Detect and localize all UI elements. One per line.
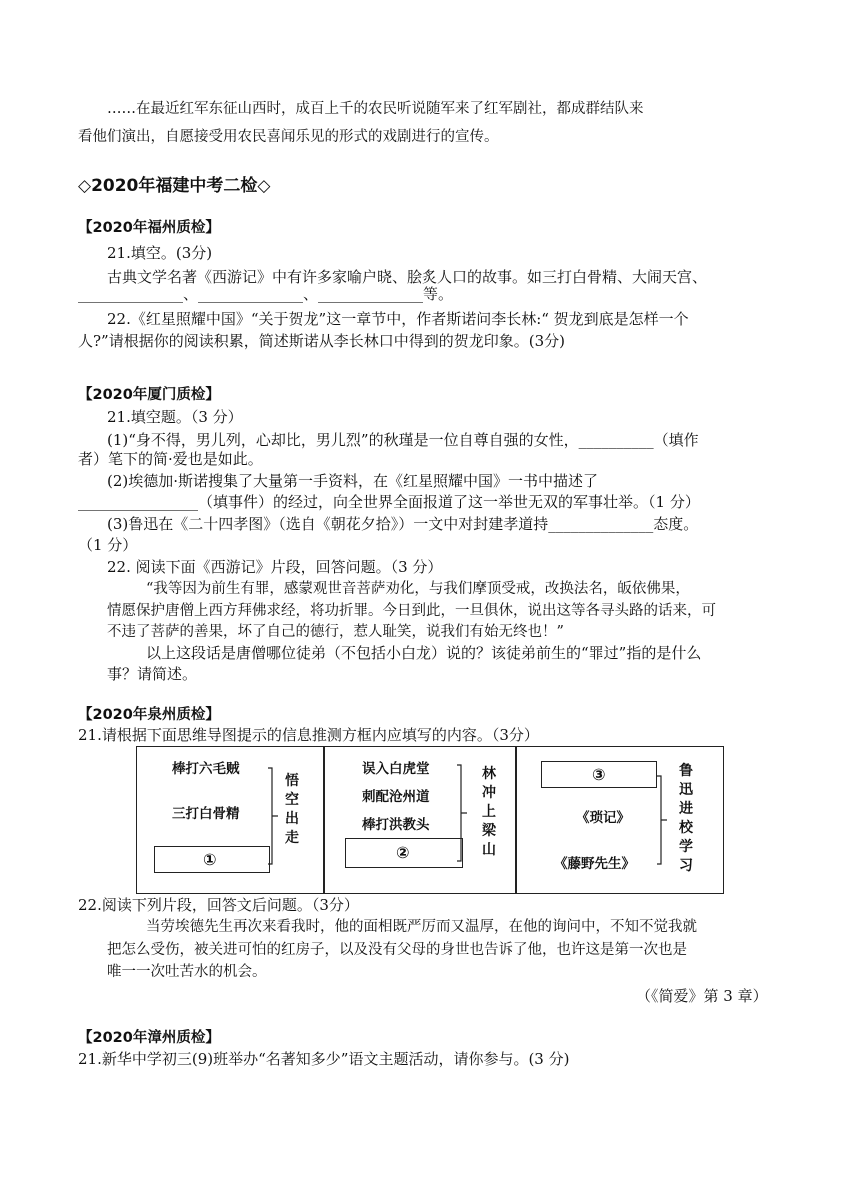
mind-map-item: 《藤野先生》 xyxy=(554,856,635,872)
xiamen-q22-ask-1: 以上这段话是唐僧哪位徒弟（不包括小白龙）说的？该徒弟前生的“罪过”指的是什么 xyxy=(146,644,702,662)
xiamen-q21-1-line-1: (1)“身不得，男儿列，心却比，男儿烈”的秋瑾是一位自尊自强的女性，__________（填作 xyxy=(107,431,699,449)
mind-map-item: 三打白骨精 xyxy=(172,806,240,822)
mind-map-item: 棒打洪教头 xyxy=(362,817,430,833)
xiamen-q22-quote-3: 不违了菩萨的善果，坏了自己的德行，惹人耻笑，说我们有始无终也！” xyxy=(107,624,564,640)
intro-line-1: ……在最近红军东征山西时，成百上千的农民听说随军来了红军剧社，都成群结队来 xyxy=(107,101,644,117)
mind-map-item: 《琐记》 xyxy=(576,810,630,826)
fuzhou-q21-head: 21.填空。(3分) xyxy=(107,244,213,262)
fuzhou-q21-text: 古典文学名著《西游记》中有许多家喻户晓、脍炙人口的故事。如三打白骨精、大闹天宫、 xyxy=(107,268,708,286)
fuzhou-q22-line-2: 人?”请根据你的阅读积累，简述斯诺从李长林口中得到的贺龙印象。(3分) xyxy=(78,332,565,350)
xiamen-q22-head: 22. 阅读下面《西游记》片段，回答问题。（3 分） xyxy=(107,558,443,576)
zhangzhou-title: 【2020年漳州质检】 xyxy=(78,1030,220,1046)
bracket-icon xyxy=(455,763,467,863)
mind-map-topic-3: 鲁迅进校学习 xyxy=(679,763,693,874)
blank-number-3: ③ xyxy=(592,765,606,784)
xiamen-q21-3-line-2: （1 分） xyxy=(78,536,138,554)
bracket-icon xyxy=(266,766,278,866)
quanzhou-q22-source: （《简爱》第 3 章） xyxy=(636,987,768,1005)
mind-map-topic-1: 悟空出走 xyxy=(285,773,299,846)
bracket-icon xyxy=(655,774,667,866)
mind-map-topic-2: 林冲上梁山 xyxy=(482,766,496,858)
quanzhou-q22-quote-3: 唯一一次吐苦水的机会。 xyxy=(107,964,267,980)
section-title: ◇2020年福建中考二检◇ xyxy=(78,176,271,196)
xiamen-q21-2-line-1: (2)埃德加·斯诺搜集了大量第一手资料，在《红星照耀中国》一书中描述了 xyxy=(107,472,599,490)
xiamen-q22-quote-1: “我等因为前生有罪，感蒙观世音菩萨劝化，与我们摩顶受戒，改换法名，皈依佛果， xyxy=(146,581,690,597)
xiamen-q21-3-line-1: (3)鲁迅在《二十四孝图》（选自《朝花夕拾》）一文中对封建孝道持______________态度。 xyxy=(107,515,699,533)
fuzhou-q22-line-1: 22.《红星照耀中国》“关于贺龙”这一章节中，作者斯诺问李长林:“ 贺龙到底是怎样一个 xyxy=(107,310,689,328)
zhangzhou-q21: 21.新华中学初三(9)班举办“名著知多少”语文主题活动，请你参与。(3 分) xyxy=(78,1050,570,1068)
quanzhou-q22-quote-2: 把怎么受伤，被关进可怕的红房子，以及没有父母的身世也告诉了他，也许这是第一次也是 xyxy=(107,942,687,958)
mind-map-item: 刺配沧州道 xyxy=(362,789,430,805)
fuzhou-q21-blanks: ______________、______________、______________等。 xyxy=(78,285,454,303)
xiamen-q22-quote-2: 情愿保护唐僧上西方拜佛求经，将功折罪。今日到此，一旦俱休，说出这等各寻头路的话来，可 xyxy=(107,603,716,619)
quanzhou-q21: 21.请根据下面思维导图提示的信息推测方框内应填写的内容。（3分） xyxy=(78,726,539,744)
quanzhou-q22-quote-1: 当劳埃德先生再次来看我时，他的面相既严厉而又温厚，在他的询问中，不知不觉我就 xyxy=(146,919,697,935)
xiamen-q21-head: 21.填空题。（3 分） xyxy=(107,408,243,426)
fuzhou-title: 【2020年福州质检】 xyxy=(78,220,220,236)
xiamen-q21-2-line-2: ________________（填事件）的经过，向全世界全面报道了这一举世无双的军事壮举。（1 分） xyxy=(78,493,700,511)
xiamen-q22-ask-2: 事？请简述。 xyxy=(107,665,198,683)
mind-map-item: 棒打六毛贼 xyxy=(172,761,240,777)
xiamen-title: 【2020年厦门质检】 xyxy=(78,387,220,403)
mind-map-item: 误入白虎堂 xyxy=(362,761,430,777)
blank-number-2: ② xyxy=(396,843,410,862)
quanzhou-title: 【2020年泉州质检】 xyxy=(78,707,220,723)
quanzhou-q22: 22.阅读下列片段，回答文后问题。（3分） xyxy=(78,896,359,914)
blank-number-1: ① xyxy=(203,850,217,869)
xiamen-q21-1-line-2: 者）笔下的简·爱也是如此。 xyxy=(78,450,263,468)
intro-line-2: 看他们演出，自愿接受用农民喜闻乐见的形式的戏剧进行的宣传。 xyxy=(78,129,499,145)
